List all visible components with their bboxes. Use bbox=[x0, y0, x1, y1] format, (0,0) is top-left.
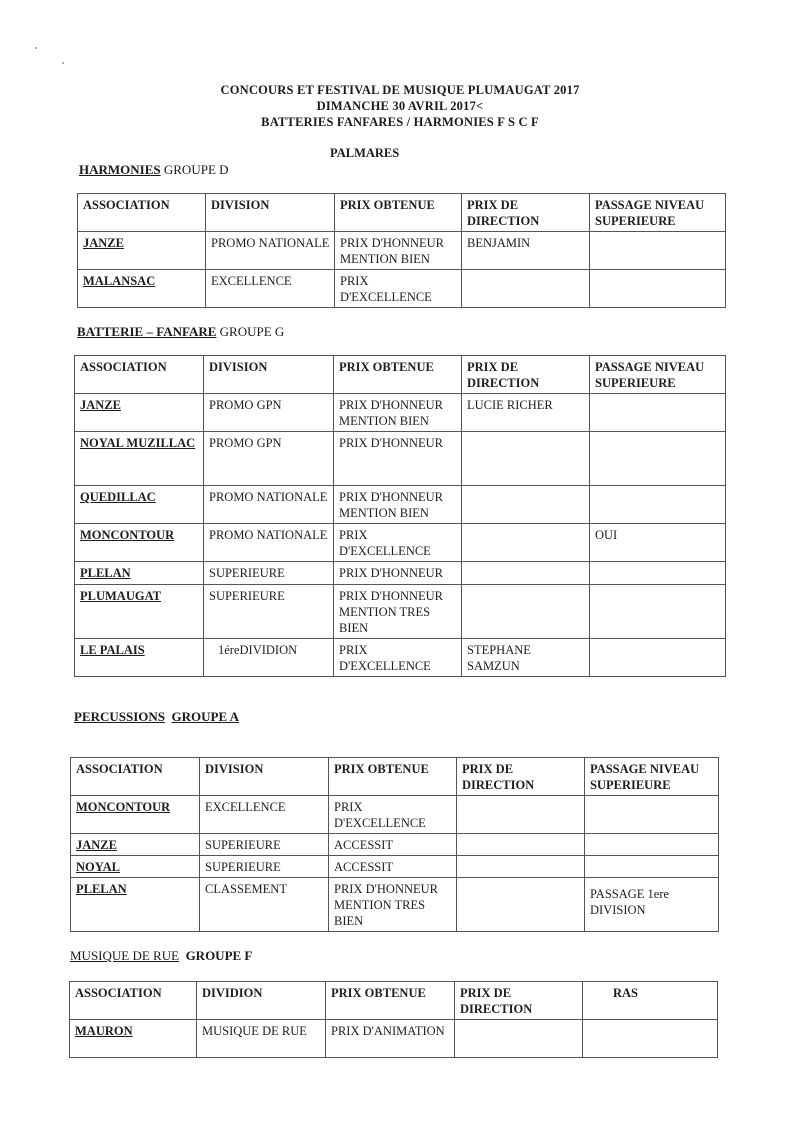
header-line-3: BATTERIES FANFARES / HARMONIES F S C F bbox=[261, 115, 539, 129]
division-cell: SUPERIEURE bbox=[204, 585, 334, 639]
level-passage-cell bbox=[590, 562, 726, 585]
level-passage-cell bbox=[585, 834, 719, 856]
division-cell: EXCELLENCE bbox=[200, 796, 329, 834]
division-cell: SUPERIEURE bbox=[200, 834, 329, 856]
section-group: GROUPE F bbox=[185, 948, 253, 963]
prize-cell: PRIX D'HONNEUR MENTION BIEN bbox=[334, 486, 462, 524]
association-cell: PLELAN bbox=[75, 562, 204, 585]
prize-cell: PRIX D'EXCELLENCE bbox=[334, 639, 462, 677]
association-cell: QUEDILLAC bbox=[75, 486, 204, 524]
direction-prize-cell: LUCIE RICHER bbox=[462, 394, 590, 432]
level-passage-cell bbox=[585, 856, 719, 878]
section-title-musique-de-rue bbox=[70, 948, 252, 964]
prize-cell: PRIX D'HONNEUR bbox=[334, 562, 462, 585]
association-cell: NOYAL bbox=[71, 856, 200, 878]
level-passage-cell bbox=[590, 585, 726, 639]
table-header-row bbox=[78, 194, 726, 232]
table-row bbox=[78, 270, 726, 308]
results-table-harmonies bbox=[77, 193, 726, 308]
division-cell: PROMO NATIONALE bbox=[206, 232, 335, 270]
column-header: DIVIDION bbox=[197, 982, 326, 1020]
palmares-title: PALMARES bbox=[330, 146, 400, 160]
section-name: PERCUSSIONS bbox=[74, 709, 166, 724]
ras-cell bbox=[583, 1020, 718, 1058]
table-row bbox=[71, 878, 719, 932]
table-row bbox=[71, 856, 719, 878]
division-cell: PROMO GPN bbox=[204, 432, 334, 486]
section-group: GROUPE A bbox=[171, 709, 240, 724]
section-name: MUSIQUE DE RUE bbox=[70, 948, 180, 963]
division-cell: PROMO GPN bbox=[204, 394, 334, 432]
table-row bbox=[71, 834, 719, 856]
direction-prize-cell bbox=[462, 524, 590, 562]
column-header: ASSOCIATION bbox=[71, 758, 200, 796]
level-passage-cell bbox=[590, 432, 726, 486]
column-header: PRIX OBTENUE bbox=[335, 194, 462, 232]
column-header: PASSAGE NIVEAU SUPERIEURE bbox=[590, 356, 726, 394]
direction-prize-cell bbox=[462, 432, 590, 486]
column-header: ASSOCIATION bbox=[75, 356, 204, 394]
column-header: PRIX OBTENUE bbox=[326, 982, 455, 1020]
prize-cell: ACCESSIT bbox=[329, 856, 457, 878]
association-cell: JANZE bbox=[71, 834, 200, 856]
column-header: ASSOCIATION bbox=[70, 982, 197, 1020]
division-cell: PROMO NATIONALE bbox=[204, 524, 334, 562]
direction-prize-cell bbox=[462, 562, 590, 585]
table-row bbox=[75, 639, 726, 677]
prize-cell: PRIX D'HONNEUR MENTION BIEN bbox=[335, 232, 462, 270]
direction-prize-cell bbox=[462, 585, 590, 639]
association-cell: MALANSAC bbox=[78, 270, 206, 308]
prize-cell: PRIX D'EXCELLENCE bbox=[335, 270, 462, 308]
section-group: GROUPE G bbox=[219, 324, 285, 339]
association-cell: NOYAL MUZILLAC bbox=[75, 432, 204, 486]
table-header-row bbox=[75, 356, 726, 394]
column-header: RAS bbox=[583, 982, 718, 1020]
direction-prize-cell: STEPHANE SAMZUN bbox=[462, 639, 590, 677]
section-title-percussions bbox=[74, 709, 239, 725]
division-cell: SUPERIEURE bbox=[204, 562, 334, 585]
column-header: DIVISION bbox=[200, 758, 329, 796]
table-row bbox=[75, 524, 726, 562]
direction-prize-cell bbox=[457, 856, 585, 878]
prize-cell: PRIX D'HONNEUR MENTION TRES BIEN bbox=[329, 878, 457, 932]
association-cell: MONCONTOUR bbox=[75, 524, 204, 562]
level-passage-cell: PASSAGE 1ere DIVISION bbox=[585, 878, 719, 932]
prize-cell: PRIX D'EXCELLENCE bbox=[329, 796, 457, 834]
association-cell: PLELAN bbox=[71, 878, 200, 932]
section-title-batterie-fanfare bbox=[77, 324, 284, 340]
column-header: PRIX DE DIRECTION bbox=[462, 194, 590, 232]
section-name: HARMONIES bbox=[79, 162, 161, 177]
table-header-row bbox=[71, 758, 719, 796]
scan-speck bbox=[62, 62, 64, 64]
association-cell: MONCONTOUR bbox=[71, 796, 200, 834]
division-cell: 1éreDIVIDION bbox=[204, 639, 334, 677]
direction-prize-cell: BENJAMIN bbox=[462, 232, 590, 270]
table-row bbox=[75, 432, 726, 486]
association-cell: JANZE bbox=[75, 394, 204, 432]
direction-prize-cell bbox=[462, 270, 590, 308]
division-cell: SUPERIEURE bbox=[200, 856, 329, 878]
division-cell: CLASSEMENT bbox=[200, 878, 329, 932]
table-row bbox=[70, 1020, 718, 1058]
results-table-batterie-fanfare bbox=[74, 355, 726, 677]
direction-prize-cell bbox=[455, 1020, 583, 1058]
section-name: BATTERIE – FANFARE bbox=[77, 324, 217, 339]
column-header: PASSAGE NIVEAU SUPERIEURE bbox=[590, 194, 726, 232]
table-row bbox=[78, 232, 726, 270]
section-title-harmonies bbox=[79, 162, 229, 178]
level-passage-cell bbox=[590, 486, 726, 524]
association-cell: LE PALAIS bbox=[75, 639, 204, 677]
scan-speck bbox=[35, 47, 37, 49]
prize-cell: PRIX D'ANIMATION bbox=[326, 1020, 455, 1058]
division-cell: EXCELLENCE bbox=[206, 270, 335, 308]
document-header bbox=[0, 82, 800, 130]
division-cell: MUSIQUE DE RUE bbox=[197, 1020, 326, 1058]
prize-cell: PRIX D'HONNEUR MENTION BIEN bbox=[334, 394, 462, 432]
column-header: DIVISION bbox=[204, 356, 334, 394]
direction-prize-cell bbox=[457, 878, 585, 932]
column-header: PRIX OBTENUE bbox=[334, 356, 462, 394]
table-row bbox=[75, 394, 726, 432]
division-cell: PROMO NATIONALE bbox=[204, 486, 334, 524]
column-header: PRIX OBTENUE bbox=[329, 758, 457, 796]
prize-cell: PRIX D'HONNEUR MENTION TRES BIEN bbox=[334, 585, 462, 639]
direction-prize-cell bbox=[457, 796, 585, 834]
association-cell: JANZE bbox=[78, 232, 206, 270]
column-header: DIVISION bbox=[206, 194, 335, 232]
results-table-musique-de-rue bbox=[69, 981, 718, 1058]
association-cell: PLUMAUGAT bbox=[75, 585, 204, 639]
direction-prize-cell bbox=[462, 486, 590, 524]
level-passage-cell bbox=[590, 394, 726, 432]
prize-cell: ACCESSIT bbox=[329, 834, 457, 856]
level-passage-cell bbox=[590, 270, 726, 308]
table-row bbox=[75, 486, 726, 524]
table-header-row bbox=[70, 982, 718, 1020]
column-header: PRIX DE DIRECTION bbox=[462, 356, 590, 394]
direction-prize-cell bbox=[457, 834, 585, 856]
column-header: PRIX DE DIRECTION bbox=[457, 758, 585, 796]
level-passage-cell: OUI bbox=[590, 524, 726, 562]
column-header: ASSOCIATION bbox=[78, 194, 206, 232]
column-header: PRIX DE DIRECTION bbox=[455, 982, 583, 1020]
level-passage-cell bbox=[585, 796, 719, 834]
table-row bbox=[75, 562, 726, 585]
section-group: GROUPE D bbox=[163, 162, 229, 177]
header-line-1: CONCOURS ET FESTIVAL DE MUSIQUE PLUMAUGAT 2017 bbox=[220, 83, 580, 97]
column-header: PASSAGE NIVEAU SUPERIEURE bbox=[585, 758, 719, 796]
prize-cell: PRIX D'EXCELLENCE bbox=[334, 524, 462, 562]
level-passage-cell bbox=[590, 639, 726, 677]
prize-cell: PRIX D'HONNEUR bbox=[334, 432, 462, 486]
association-cell: MAURON bbox=[70, 1020, 197, 1058]
table-row bbox=[75, 585, 726, 639]
results-table-percussions bbox=[70, 757, 719, 932]
header-line-2: DIMANCHE 30 AVRIL 2017< bbox=[316, 99, 484, 113]
level-passage-cell bbox=[590, 232, 726, 270]
table-row bbox=[71, 796, 719, 834]
